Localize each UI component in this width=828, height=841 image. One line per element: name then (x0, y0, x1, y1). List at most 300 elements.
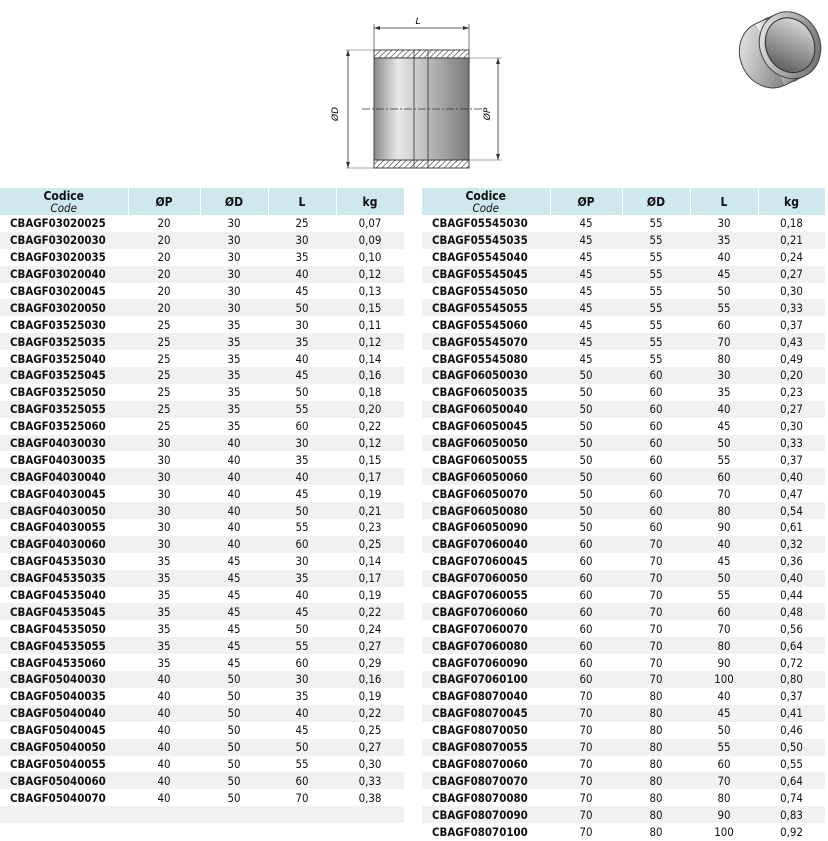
cell-code: CBAGF03020040 (0, 266, 128, 283)
table-row (422, 468, 825, 485)
header-code-en: Code (472, 200, 499, 215)
dimension-D-label: ØD (331, 106, 341, 122)
cell-l: 45 (690, 418, 758, 435)
cell-code: CBAGF07060045 (422, 553, 550, 570)
cell-d: 60 (622, 435, 690, 452)
cell-l: 40 (268, 705, 336, 722)
cell-p: 25 (128, 350, 200, 367)
table-row (422, 350, 825, 367)
dimension-L-label: L (415, 17, 421, 27)
cell-d: 80 (622, 705, 690, 722)
cell-code: CBAGF04030055 (0, 519, 128, 536)
cell-code: CBAGF05040040 (0, 705, 128, 722)
cell-code: CBAGF03020030 (0, 232, 128, 249)
cell-l: 60 (268, 418, 336, 435)
cell-l: 45 (690, 266, 758, 283)
cell-l: 45 (268, 283, 336, 300)
cell-kg: 0,40 (758, 468, 825, 485)
table-row (0, 384, 404, 401)
cell-code: CBAGF04030050 (0, 502, 128, 519)
cell-d: 55 (622, 283, 690, 300)
cell-code: CBAGF08070055 (422, 739, 550, 756)
table-row (0, 350, 404, 367)
cell-kg: 0,37 (758, 688, 825, 705)
cell-code: CBAGF05545055 (422, 299, 550, 316)
cell-empty (200, 806, 268, 823)
cell-p: 25 (128, 418, 200, 435)
cell-d: 50 (200, 722, 268, 739)
cell-l: 60 (268, 772, 336, 789)
cell-code: CBAGF03525060 (0, 418, 128, 435)
cell-p: 35 (128, 587, 200, 604)
cell-kg: 0,11 (336, 316, 404, 333)
cell-p: 70 (550, 823, 622, 840)
cell-kg: 0,43 (758, 333, 825, 350)
table-row (0, 772, 404, 789)
cell-code: CBAGF07060080 (422, 637, 550, 654)
cell-code: CBAGF03525040 (0, 350, 128, 367)
cell-code: CBAGF05545060 (422, 316, 550, 333)
cell-l: 40 (690, 401, 758, 418)
cell-d: 35 (200, 401, 268, 418)
cell-d: 55 (622, 350, 690, 367)
cell-l: 80 (690, 502, 758, 519)
cell-code: CBAGF08070100 (422, 823, 550, 840)
cell-l: 25 (268, 215, 336, 232)
cell-code: CBAGF04030045 (0, 485, 128, 502)
cell-p: 30 (128, 485, 200, 502)
cell-code: CBAGF05545030 (422, 215, 550, 232)
table-row (0, 333, 404, 350)
cell-l: 40 (268, 266, 336, 283)
cell-code: CBAGF06050050 (422, 435, 550, 452)
table-row (422, 789, 825, 806)
table-row (0, 451, 404, 468)
cell-l: 60 (268, 536, 336, 553)
table-row (422, 756, 825, 773)
cell-p: 25 (128, 316, 200, 333)
table-row (0, 756, 404, 773)
cell-code: CBAGF04030035 (0, 451, 128, 468)
cell-d: 55 (622, 215, 690, 232)
cell-l: 55 (690, 299, 758, 316)
cell-code: CBAGF04535050 (0, 620, 128, 637)
cell-kg: 0,64 (758, 772, 825, 789)
cell-d: 60 (622, 384, 690, 401)
cell-d: 40 (200, 519, 268, 536)
cell-p: 45 (550, 316, 622, 333)
cell-code: CBAGF04030060 (0, 536, 128, 553)
cell-empty (0, 806, 128, 823)
cell-p: 25 (128, 384, 200, 401)
cell-l: 45 (268, 367, 336, 384)
cell-d: 55 (622, 249, 690, 266)
cell-d: 30 (200, 299, 268, 316)
cell-kg: 0,19 (336, 587, 404, 604)
cell-kg: 0,22 (336, 705, 404, 722)
table-row (0, 587, 404, 604)
cell-code: CBAGF05040070 (0, 789, 128, 806)
cell-l: 45 (690, 705, 758, 722)
cell-code: CBAGF06050030 (422, 367, 550, 384)
cell-kg: 0,27 (758, 401, 825, 418)
cell-l: 30 (268, 553, 336, 570)
cell-kg: 0,30 (758, 418, 825, 435)
cell-l: 55 (690, 587, 758, 604)
table-row (0, 316, 404, 333)
cell-l: 55 (268, 401, 336, 418)
cell-l: 100 (690, 823, 758, 840)
cell-kg: 0,22 (336, 418, 404, 435)
cell-p: 40 (128, 772, 200, 789)
cell-p: 45 (550, 266, 622, 283)
table-row (422, 823, 825, 840)
cell-l: 40 (690, 688, 758, 705)
table-row (0, 536, 404, 553)
cell-p: 60 (550, 536, 622, 553)
cell-d: 80 (622, 823, 690, 840)
table-row (422, 536, 825, 553)
cell-d: 60 (622, 519, 690, 536)
cell-p: 40 (128, 705, 200, 722)
table-row (0, 418, 404, 435)
cell-l: 45 (690, 553, 758, 570)
cell-d: 60 (622, 485, 690, 502)
cell-kg: 0,40 (758, 570, 825, 587)
cell-p: 30 (128, 519, 200, 536)
cell-p: 25 (128, 333, 200, 350)
cell-l: 50 (690, 435, 758, 452)
cell-kg: 0,14 (336, 350, 404, 367)
cell-code: CBAGF06050055 (422, 451, 550, 468)
cell-l: 60 (690, 468, 758, 485)
cell-kg: 0,41 (758, 705, 825, 722)
cell-d: 30 (200, 249, 268, 266)
table-row (0, 688, 404, 705)
cell-kg: 0,27 (336, 637, 404, 654)
table-row (0, 739, 404, 756)
cell-l: 45 (268, 722, 336, 739)
cell-code: CBAGF03020050 (0, 299, 128, 316)
cell-p: 60 (550, 620, 622, 637)
cell-d: 35 (200, 316, 268, 333)
cell-l: 70 (690, 333, 758, 350)
cell-d: 40 (200, 468, 268, 485)
cell-d: 45 (200, 637, 268, 654)
cell-l: 55 (690, 451, 758, 468)
cell-p: 20 (128, 249, 200, 266)
cell-l: 80 (690, 350, 758, 367)
cell-kg: 0,54 (758, 502, 825, 519)
table-row (0, 637, 404, 654)
cell-code: CBAGF07060090 (422, 654, 550, 671)
cell-kg: 0,12 (336, 435, 404, 452)
table-row (0, 215, 404, 232)
cell-p: 50 (550, 367, 622, 384)
cell-code: CBAGF05040055 (0, 756, 128, 773)
cell-l: 70 (690, 772, 758, 789)
cell-l: 80 (690, 637, 758, 654)
cell-p: 70 (550, 739, 622, 756)
spec-table-right (422, 188, 826, 840)
cell-kg: 0,32 (758, 536, 825, 553)
table-row (0, 603, 404, 620)
cell-d: 70 (622, 620, 690, 637)
cell-d: 40 (200, 485, 268, 502)
cell-p: 40 (128, 722, 200, 739)
cell-kg: 0,80 (758, 671, 825, 688)
cell-l: 100 (690, 671, 758, 688)
table-row (0, 620, 404, 637)
cell-kg: 0,17 (336, 468, 404, 485)
table-row (422, 587, 825, 604)
table-row (422, 299, 825, 316)
cell-kg: 0,37 (758, 316, 825, 333)
cell-code: CBAGF04030040 (0, 468, 128, 485)
cell-l: 40 (268, 468, 336, 485)
cell-p: 50 (550, 418, 622, 435)
cell-p: 35 (128, 620, 200, 637)
cell-kg: 0,09 (336, 232, 404, 249)
cell-code: CBAGF06050060 (422, 468, 550, 485)
header-code-it: Codice (465, 188, 506, 203)
cell-code: CBAGF03525045 (0, 367, 128, 384)
cell-kg: 0,21 (336, 502, 404, 519)
cell-code: CBAGF06050040 (422, 401, 550, 418)
cell-d: 60 (622, 451, 690, 468)
table-row (422, 266, 825, 283)
cell-code: CBAGF04535045 (0, 603, 128, 620)
cell-d: 55 (622, 299, 690, 316)
cell-code: CBAGF04535035 (0, 570, 128, 587)
dimension-P-label: ØP (483, 107, 493, 121)
table-row (422, 739, 825, 756)
cell-kg: 0,20 (336, 401, 404, 418)
table-row (422, 249, 825, 266)
cell-d: 50 (200, 789, 268, 806)
cell-code: CBAGF05040050 (0, 739, 128, 756)
cell-code: CBAGF06050080 (422, 502, 550, 519)
cell-code: CBAGF05545080 (422, 350, 550, 367)
cell-p: 30 (128, 536, 200, 553)
table-header-row (422, 188, 825, 215)
cell-d: 55 (622, 316, 690, 333)
cell-kg: 0,15 (336, 299, 404, 316)
cell-l: 35 (268, 688, 336, 705)
table-row (422, 232, 825, 249)
table-row (0, 705, 404, 722)
cell-empty (336, 806, 404, 823)
cell-d: 40 (200, 502, 268, 519)
bushing-3d-image (728, 3, 826, 93)
table-row (0, 671, 404, 688)
cell-d: 60 (622, 418, 690, 435)
cell-code: CBAGF07060050 (422, 570, 550, 587)
cell-d: 50 (200, 739, 268, 756)
cell-code: CBAGF05545040 (422, 249, 550, 266)
cell-l: 30 (268, 435, 336, 452)
cell-code: CBAGF07060100 (422, 671, 550, 688)
cell-code: CBAGF07060060 (422, 603, 550, 620)
cell-d: 70 (622, 570, 690, 587)
cell-d: 70 (622, 671, 690, 688)
cell-p: 35 (128, 553, 200, 570)
cell-l: 60 (268, 654, 336, 671)
cell-p: 50 (550, 519, 622, 536)
cell-p: 30 (128, 502, 200, 519)
cell-d: 50 (200, 772, 268, 789)
cell-kg: 0,25 (336, 536, 404, 553)
cell-kg: 0,61 (758, 519, 825, 536)
cell-kg: 0,92 (758, 823, 825, 840)
cell-code: CBAGF08070060 (422, 756, 550, 773)
cell-p: 60 (550, 587, 622, 604)
header-l: L (268, 188, 336, 215)
cell-d: 30 (200, 215, 268, 232)
cell-p: 35 (128, 603, 200, 620)
cell-kg: 0,15 (336, 451, 404, 468)
table-row (0, 553, 404, 570)
cell-p: 45 (550, 232, 622, 249)
header-d: ØD (622, 188, 690, 215)
cell-l: 40 (268, 350, 336, 367)
table-row (422, 620, 825, 637)
cell-code: CBAGF06050035 (422, 384, 550, 401)
cell-d: 45 (200, 570, 268, 587)
cell-kg: 0,29 (336, 654, 404, 671)
cell-d: 45 (200, 553, 268, 570)
cell-code: CBAGF05040030 (0, 671, 128, 688)
cell-d: 50 (200, 688, 268, 705)
cell-kg: 0,19 (336, 485, 404, 502)
cell-kg: 0,17 (336, 570, 404, 587)
table-row (0, 722, 404, 739)
cell-p: 70 (550, 722, 622, 739)
cell-l: 90 (690, 654, 758, 671)
cell-code: CBAGF05545070 (422, 333, 550, 350)
cell-d: 70 (622, 553, 690, 570)
cell-l: 35 (268, 249, 336, 266)
cell-p: 70 (550, 756, 622, 773)
cell-code: CBAGF03020035 (0, 249, 128, 266)
cell-p: 60 (550, 603, 622, 620)
cell-d: 55 (622, 266, 690, 283)
cell-kg: 0,74 (758, 789, 825, 806)
table-row (0, 283, 404, 300)
cell-kg: 0,33 (758, 299, 825, 316)
table-row (0, 401, 404, 418)
cell-code: CBAGF03525035 (0, 333, 128, 350)
cell-d: 60 (622, 468, 690, 485)
cell-p: 50 (550, 435, 622, 452)
cell-l: 50 (268, 502, 336, 519)
cell-kg: 0,24 (336, 620, 404, 637)
cell-code: CBAGF03020025 (0, 215, 128, 232)
cell-p: 45 (550, 350, 622, 367)
cell-d: 35 (200, 367, 268, 384)
cell-kg: 0,21 (758, 232, 825, 249)
cell-d: 70 (622, 536, 690, 553)
cell-kg: 0,16 (336, 671, 404, 688)
cell-kg: 0,47 (758, 485, 825, 502)
cell-d: 40 (200, 435, 268, 452)
cell-d: 50 (200, 756, 268, 773)
cell-p: 20 (128, 215, 200, 232)
cell-l: 60 (690, 756, 758, 773)
spec-table-left (0, 188, 405, 823)
cell-kg: 0,56 (758, 620, 825, 637)
table-row (422, 435, 825, 452)
table-row (422, 401, 825, 418)
cell-p: 35 (128, 654, 200, 671)
cell-kg: 0,18 (336, 384, 404, 401)
table-row (422, 283, 825, 300)
cell-l: 50 (268, 384, 336, 401)
table-row (422, 806, 825, 823)
cell-l: 35 (690, 232, 758, 249)
table-row (422, 333, 825, 350)
cell-code: CBAGF04535030 (0, 553, 128, 570)
cell-d: 80 (622, 722, 690, 739)
cell-code: CBAGF05545050 (422, 283, 550, 300)
table-row (0, 502, 404, 519)
header-kg: kg (336, 188, 404, 215)
cell-p: 20 (128, 232, 200, 249)
cell-code: CBAGF03525050 (0, 384, 128, 401)
cell-p: 25 (128, 401, 200, 418)
cell-kg: 0,13 (336, 283, 404, 300)
cell-kg: 0,44 (758, 587, 825, 604)
cell-kg: 0,22 (336, 603, 404, 620)
cell-code: CBAGF05040045 (0, 722, 128, 739)
cell-code: CBAGF07060055 (422, 587, 550, 604)
cell-kg: 0,12 (336, 266, 404, 283)
cell-code: CBAGF04535040 (0, 587, 128, 604)
cell-l: 50 (690, 722, 758, 739)
table-row (0, 654, 404, 671)
cell-kg: 0,48 (758, 603, 825, 620)
cell-kg: 0,49 (758, 350, 825, 367)
cell-d: 80 (622, 739, 690, 756)
table-row (0, 232, 404, 249)
cell-p: 35 (128, 637, 200, 654)
table-row (422, 316, 825, 333)
cell-l: 30 (268, 671, 336, 688)
cell-code: CBAGF05545045 (422, 266, 550, 283)
cell-p: 45 (550, 333, 622, 350)
cell-d: 50 (200, 671, 268, 688)
cell-p: 40 (128, 688, 200, 705)
cell-d: 45 (200, 587, 268, 604)
cell-p: 45 (550, 299, 622, 316)
cell-p: 45 (550, 215, 622, 232)
cell-l: 55 (268, 637, 336, 654)
cell-d: 70 (622, 587, 690, 604)
table-row (422, 519, 825, 536)
cell-l: 30 (690, 215, 758, 232)
cell-kg: 0,83 (758, 806, 825, 823)
cell-p: 50 (550, 502, 622, 519)
cell-kg: 0,10 (336, 249, 404, 266)
cell-l: 50 (268, 620, 336, 637)
table-row (422, 451, 825, 468)
table-row (422, 367, 825, 384)
cell-d: 40 (200, 536, 268, 553)
cell-empty (268, 806, 336, 823)
table-row (422, 654, 825, 671)
bushing-section-drawing (326, 14, 508, 174)
cell-kg: 0,30 (758, 283, 825, 300)
